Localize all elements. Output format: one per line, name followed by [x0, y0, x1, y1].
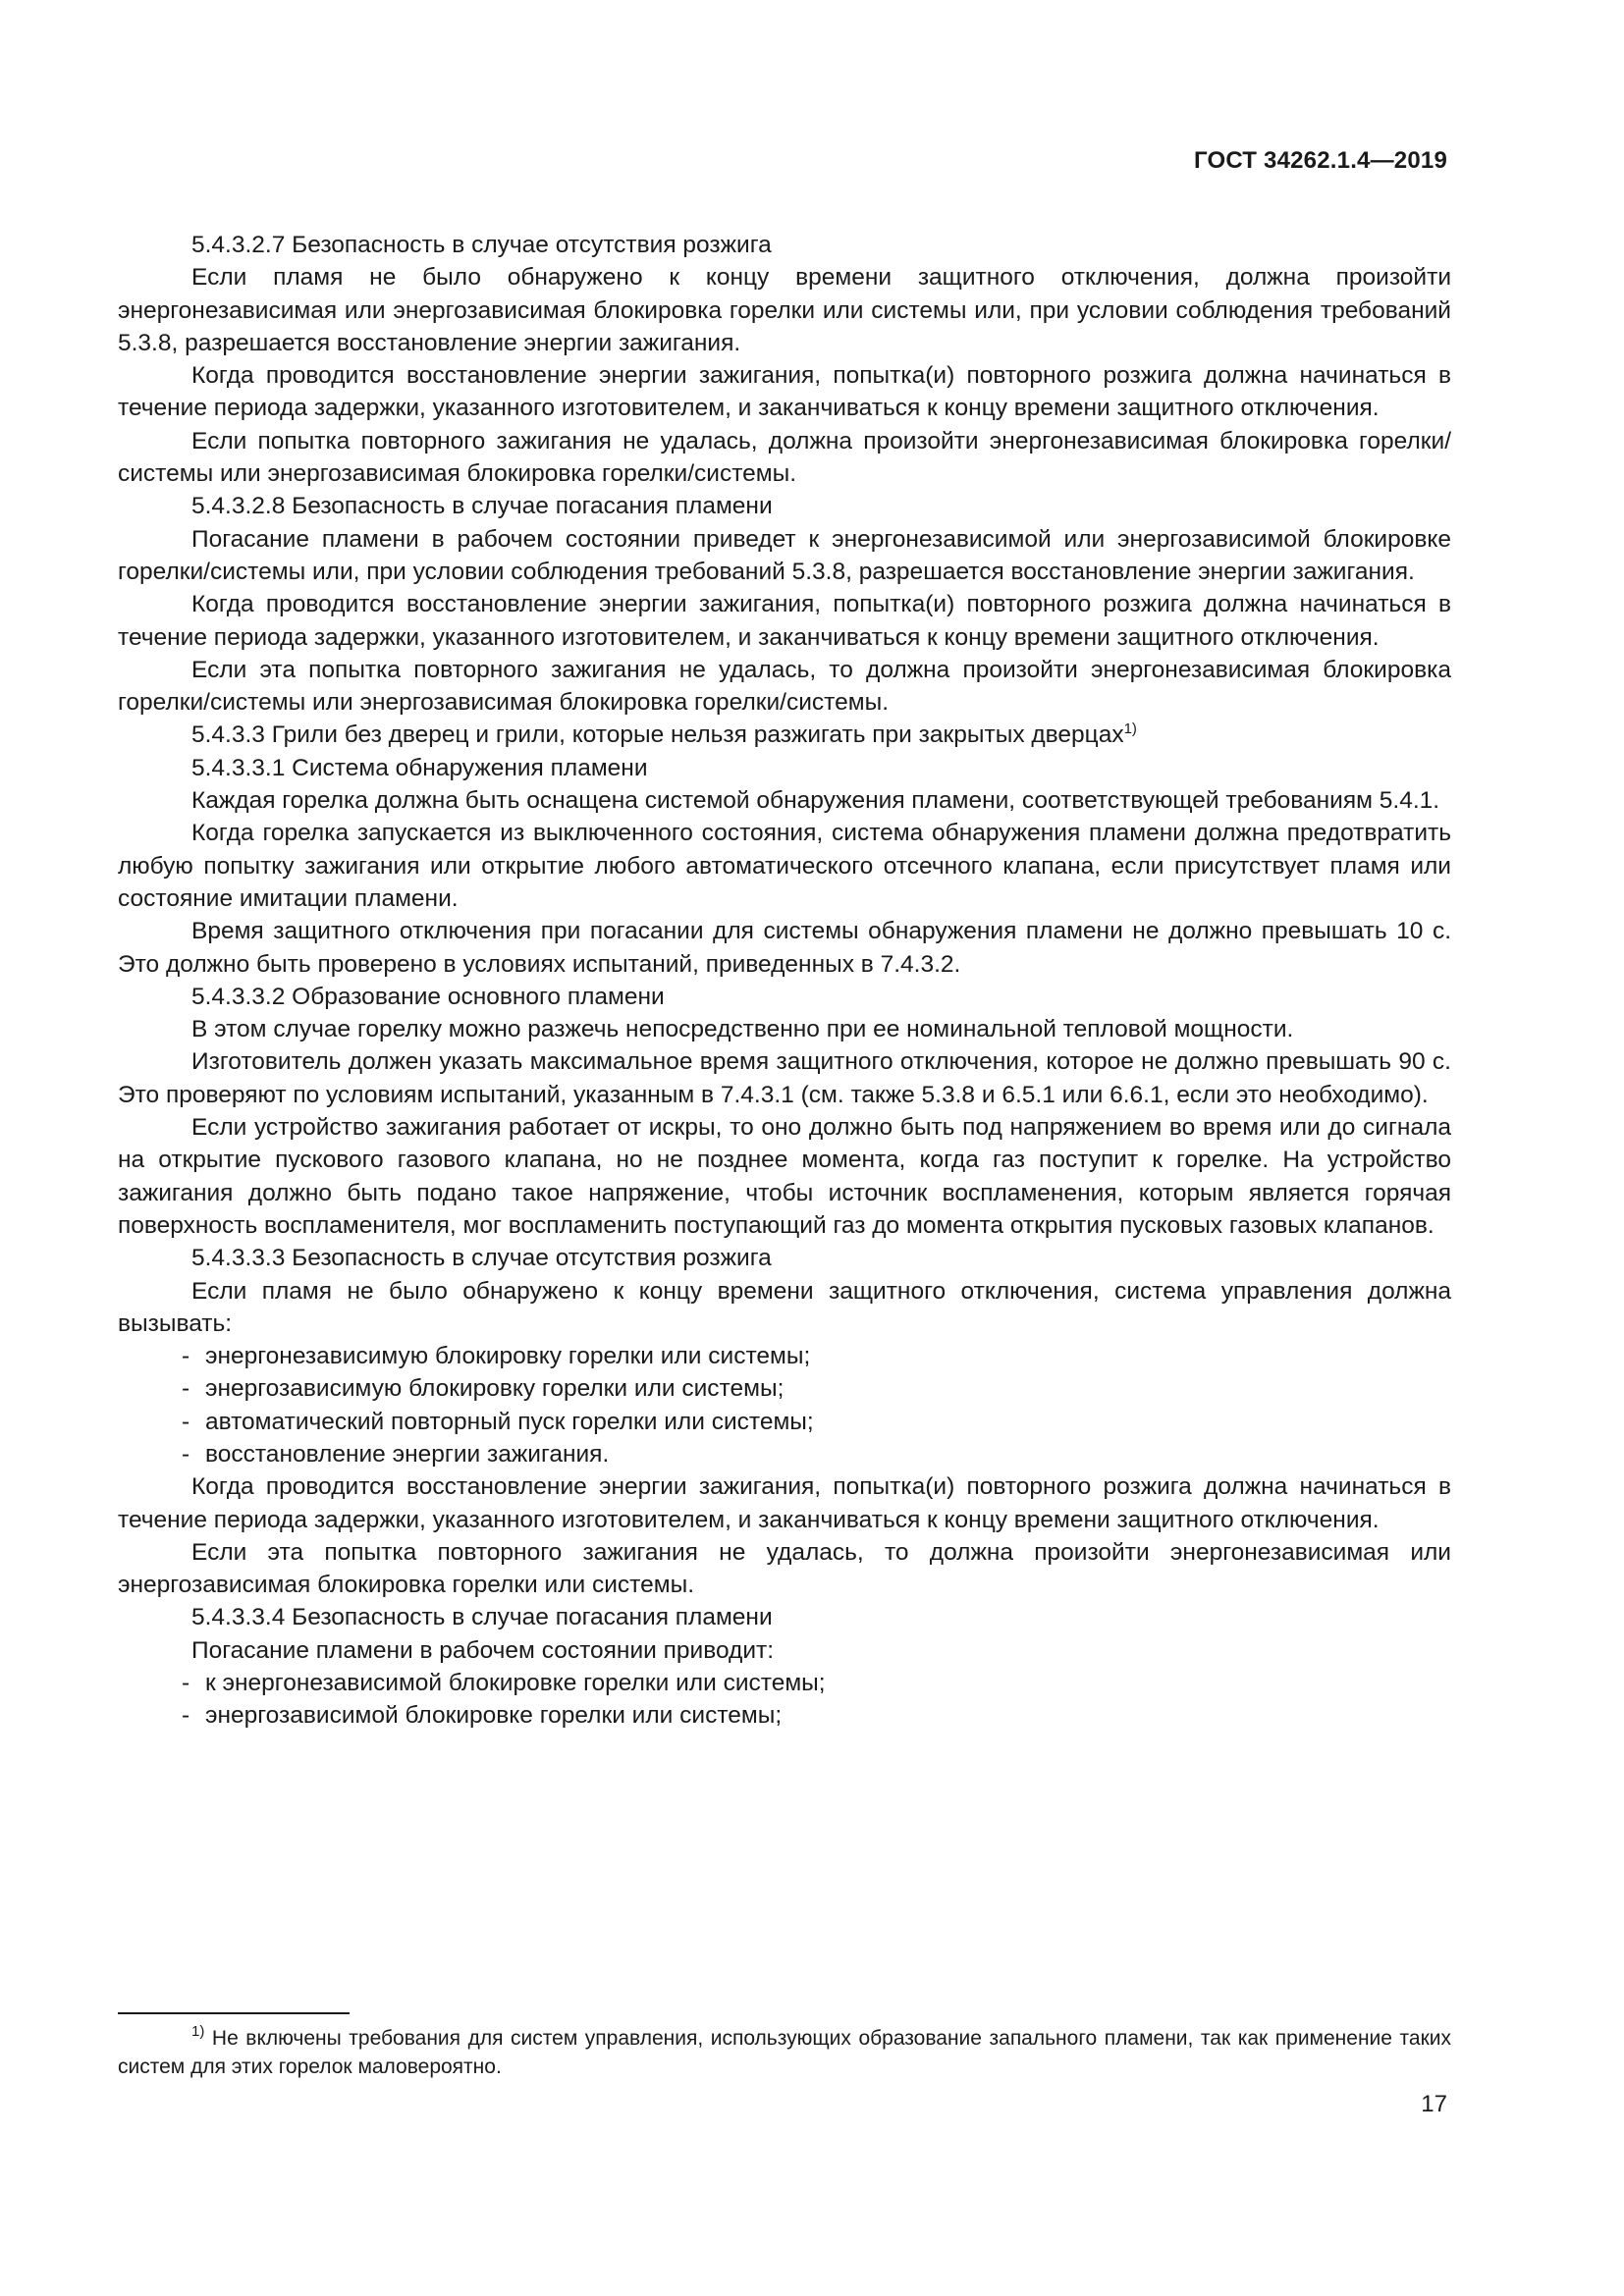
paragraph-text: 5.4.3.2.7 Безопасность в случае отсутствия розжига: [191, 232, 772, 258]
list-item: [118, 1340, 1451, 1372]
paragraph-text: 5.4.3.3.4 Безопасность в случае погасания пламени: [191, 1604, 773, 1631]
paragraph: [118, 490, 1451, 522]
paragraph: [118, 1470, 1451, 1536]
paragraph: [118, 981, 1451, 1013]
footnote: [118, 2024, 1451, 2081]
list-dash: -: [182, 1375, 190, 1403]
paragraph-text: восстановление энергии зажигания.: [205, 1440, 610, 1468]
paragraph-text: Изготовитель должен указать максимальное время защитного отключения, которое не должно превышать 90 с. Это проверяют по условиям испытаний, указанным в 7.4.3.1 (см. также 5.3.8 и 6.5.1 или 6.6.1, если это необходимо).: [118, 1048, 1451, 1108]
paragraph-text: Если эта попытка повторного зажигания не удалась, то должна произойти энергонезависимая или энергозависимая блокировка горелки или системы.: [118, 1538, 1451, 1599]
paragraph: [118, 817, 1451, 915]
paragraph: [118, 784, 1451, 817]
paragraph-text: Если попытка повторного зажигания не удалась, должна произойти энергонезависимая блокировка горелки/системы или энергозависимая блокировка горелки/системы.: [118, 427, 1451, 488]
list-dash: -: [182, 1670, 190, 1697]
list-item: [118, 1699, 1451, 1732]
list-dash: -: [182, 1702, 190, 1730]
page-number: 17: [1421, 2091, 1447, 2117]
paragraph: [118, 752, 1451, 784]
paragraph: [118, 1536, 1451, 1602]
paragraph-text: 5.4.3.2.8 Безопасность в случае погасания пламени: [191, 493, 773, 520]
paragraph: [118, 588, 1451, 654]
paragraph: [118, 1013, 1451, 1045]
paragraph: [118, 261, 1451, 359]
paragraph-text: Когда проводится восстановление энергии зажигания, попытка(и) повторного розжига должна начинаться в течение периода задержки, указанного изготовителем, и заканчиваться к концу времени защитного отключения.: [118, 1473, 1451, 1533]
paragraph-text: Если пламя не было обнаружено к концу времени защитного отключения, должна произойти энергонезависимая или энергозависимая блокировка горелки или системы или, при условии соблюдения требований 5.3.8, разрешается восстановление энергии зажигания.: [118, 264, 1451, 356]
paragraph: [118, 719, 1451, 751]
list-item: [118, 1372, 1451, 1405]
paragraph-text: к энергонезависимой блокировке горелки или системы;: [205, 1670, 826, 1697]
paragraph-text: 5.4.3.3.1 Система обнаружения пламени: [191, 754, 648, 781]
paragraph: [118, 915, 1451, 981]
paragraph-text: Если устройство зажигания работает от искры, то оно должно быть под напряжением во время или до сигнала на открытие пускового газового клапана, но не позднее момента, когда газ поступит к горелке. На устройство зажигания должно быть подано такое напряжение, чтобы источник воспламенения, которым является горячая поверхность воспламенителя, мог воспламенить поступающий газ до момента открытия пусковых газовых клапанов.: [118, 1114, 1451, 1239]
paragraph-text: Время защитного отключения при погасании для системы обнаружения пламени не должно превышать 10 с. Это должно быть проверено в условиях испытаний, приведенных в 7.4.3.2.: [118, 918, 1451, 978]
paragraph-text: Когда проводится восстановление энергии зажигания, попытка(и) повторного розжига должна начинаться в течение периода задержки, указанного изготовителем, и заканчиваться к концу времени защитного отключения.: [118, 362, 1451, 422]
footnote-text: Не включены требования для систем управления, использующих образование запального пламени, так как применение таких систем для этих горелок маловероятно.: [118, 2027, 1451, 2078]
paragraph-text: энергонезависимую блокировку горелки или системы;: [205, 1343, 811, 1370]
paragraph-text: автоматический повторный пуск горелки или системы;: [205, 1408, 814, 1435]
paragraph-text: Когда проводится восстановление энергии зажигания, попытка(и) повторного розжига должна начинаться в течение периода задержки, указанного изготовителем, и заканчиваться к концу времени защитного отключения.: [118, 591, 1451, 651]
paragraph: [118, 1111, 1451, 1242]
list-item: [118, 1406, 1451, 1438]
paragraph-text: 5.4.3.3.3 Безопасность в случае отсутствия розжига: [191, 1245, 772, 1272]
footnote-marker: 1): [191, 2023, 205, 2040]
paragraph: [118, 1045, 1451, 1111]
paragraph: [118, 229, 1451, 261]
list-item: [118, 1667, 1451, 1699]
paragraph: [118, 425, 1451, 491]
standard-number: ГОСТ 34262.1.4—2019: [1194, 147, 1447, 174]
paragraph-text: Погасание пламени в рабочем состоянии приведет к энергонезависимой или энергозависимой блокировке горелки/системы или, при условии соблюдения требований 5.3.8, разрешается восстановление энергии зажигания.: [118, 525, 1451, 585]
list-dash: -: [182, 1440, 190, 1468]
paragraph: [118, 1634, 1451, 1667]
document-header: [1194, 147, 1447, 175]
paragraph: [118, 1601, 1451, 1633]
paragraph-text: энергозависимой блокировке горелки или системы;: [205, 1702, 783, 1730]
paragraph-text: Погасание пламени в рабочем состоянии приводит:: [191, 1636, 775, 1664]
paragraph-text: В этом случае горелку можно разжечь непосредственно при ее номинальной тепловой мощности.: [191, 1016, 1294, 1043]
paragraph-text: Когда горелка запускается из выключенного состояния, система обнаружения пламени должна предотвратить любую попытку зажигания или открытие любого автоматического отсечного клапана, если присутствует пламя или состояние имитации пламени.: [118, 820, 1451, 912]
paragraph-text: Если пламя не было обнаружено к концу времени защитного отключения, система управления должна вызывать:: [118, 1277, 1451, 1337]
footnote-reference: 1): [1123, 721, 1137, 738]
paragraph: [118, 523, 1451, 589]
paragraph-text: 5.4.3.3.2 Образование основного пламени: [191, 983, 665, 1010]
paragraph: [118, 654, 1451, 720]
paragraph-text: Если эта попытка повторного зажигания не удалась, то должна произойти энергонезависимая блокировка горелки/системы или энергозависимая блокировка горелки/системы.: [118, 656, 1451, 717]
paragraph: [118, 1275, 1451, 1341]
body-text: [118, 229, 1451, 1733]
list-dash: -: [182, 1343, 190, 1370]
paragraph-text: 5.4.3.3 Грили без дверец и грили, которые нельзя разжигать при закрытых дверцах: [191, 721, 1124, 749]
paragraph: [118, 359, 1451, 425]
paragraph-text: Каждая горелка должна быть оснащена системой обнаружения пламени, соответствующей требованиям 5.4.1.: [191, 787, 1440, 815]
list-dash: -: [182, 1408, 190, 1435]
paragraph-text: энергозависимую блокировку горелки или системы;: [205, 1375, 785, 1403]
paragraph: [118, 1242, 1451, 1274]
footnote-separator: [118, 2012, 350, 2014]
list-item: [118, 1438, 1451, 1470]
